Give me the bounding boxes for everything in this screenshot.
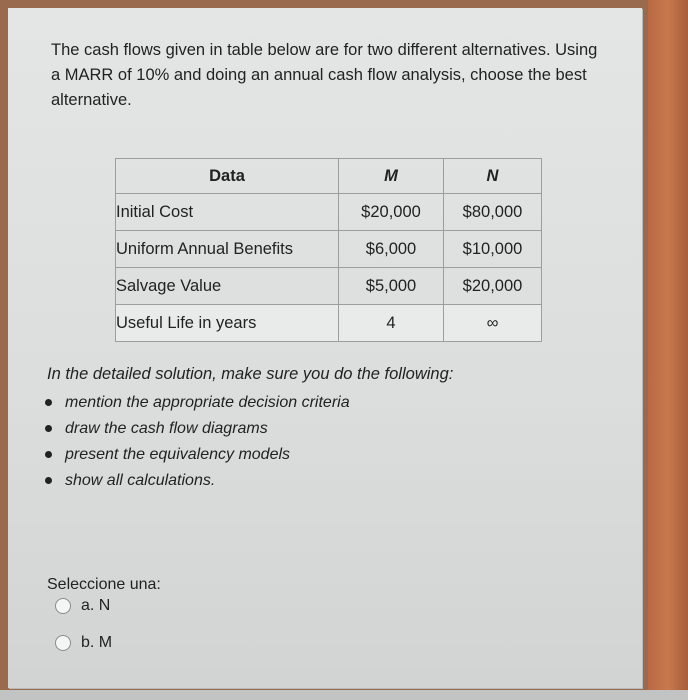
option-label: a. N xyxy=(81,597,111,614)
cell-m: 4 xyxy=(339,305,444,342)
question-card xyxy=(8,8,642,688)
bullet-icon xyxy=(45,425,52,432)
table-row xyxy=(116,268,542,305)
table-row xyxy=(116,194,542,231)
radio-button[interactable] xyxy=(55,598,71,614)
bullet-icon xyxy=(45,451,52,458)
question-text: The cash flows given in table below are for two different alternatives. Using a MARR of 10% and doing an annual cash flow analysis, choose the best alternative. xyxy=(51,41,598,109)
list-item-text: show all calculations. xyxy=(65,472,216,489)
bullet-icon xyxy=(45,477,52,484)
cell-m: $6,000 xyxy=(339,231,444,268)
cell-n: $10,000 xyxy=(444,231,542,268)
header-data: Data xyxy=(116,159,339,194)
cell-n: $20,000 xyxy=(444,268,542,305)
background-surface xyxy=(648,0,688,700)
cash-flow-table xyxy=(115,158,542,342)
list-item-text: present the equivalency models xyxy=(65,446,291,463)
list-item-text: mention the appropriate decision criteria xyxy=(65,394,350,411)
row-label: Uniform Annual Benefits xyxy=(116,231,339,268)
list-item xyxy=(45,416,350,442)
row-label: Initial Cost xyxy=(116,194,339,231)
table-row xyxy=(116,305,542,342)
list-item xyxy=(45,442,350,468)
table-header-row xyxy=(116,159,542,194)
answer-option-a[interactable] xyxy=(55,595,110,617)
row-label: Useful Life in years xyxy=(116,305,339,342)
cell-m: $5,000 xyxy=(339,268,444,305)
instructions-list xyxy=(45,390,350,494)
radio-button[interactable] xyxy=(55,635,71,651)
answer-option-b[interactable] xyxy=(55,632,112,654)
bullet-icon xyxy=(45,399,52,406)
list-item-text: draw the cash flow diagrams xyxy=(65,420,268,437)
instructions-intro: In the detailed solution, make sure you do the following: xyxy=(47,365,454,383)
background-bottom xyxy=(0,690,688,700)
list-item xyxy=(45,468,350,494)
cell-n: ∞ xyxy=(444,305,542,342)
cell-m: $20,000 xyxy=(339,194,444,231)
row-label: Salvage Value xyxy=(116,268,339,305)
table-row xyxy=(116,231,542,268)
option-label: b. M xyxy=(81,634,113,651)
header-n: N xyxy=(444,159,542,194)
cell-n: $80,000 xyxy=(444,194,542,231)
answer-prompt: Seleccione una: xyxy=(47,576,161,593)
list-item xyxy=(45,390,350,416)
header-m: M xyxy=(339,159,444,194)
